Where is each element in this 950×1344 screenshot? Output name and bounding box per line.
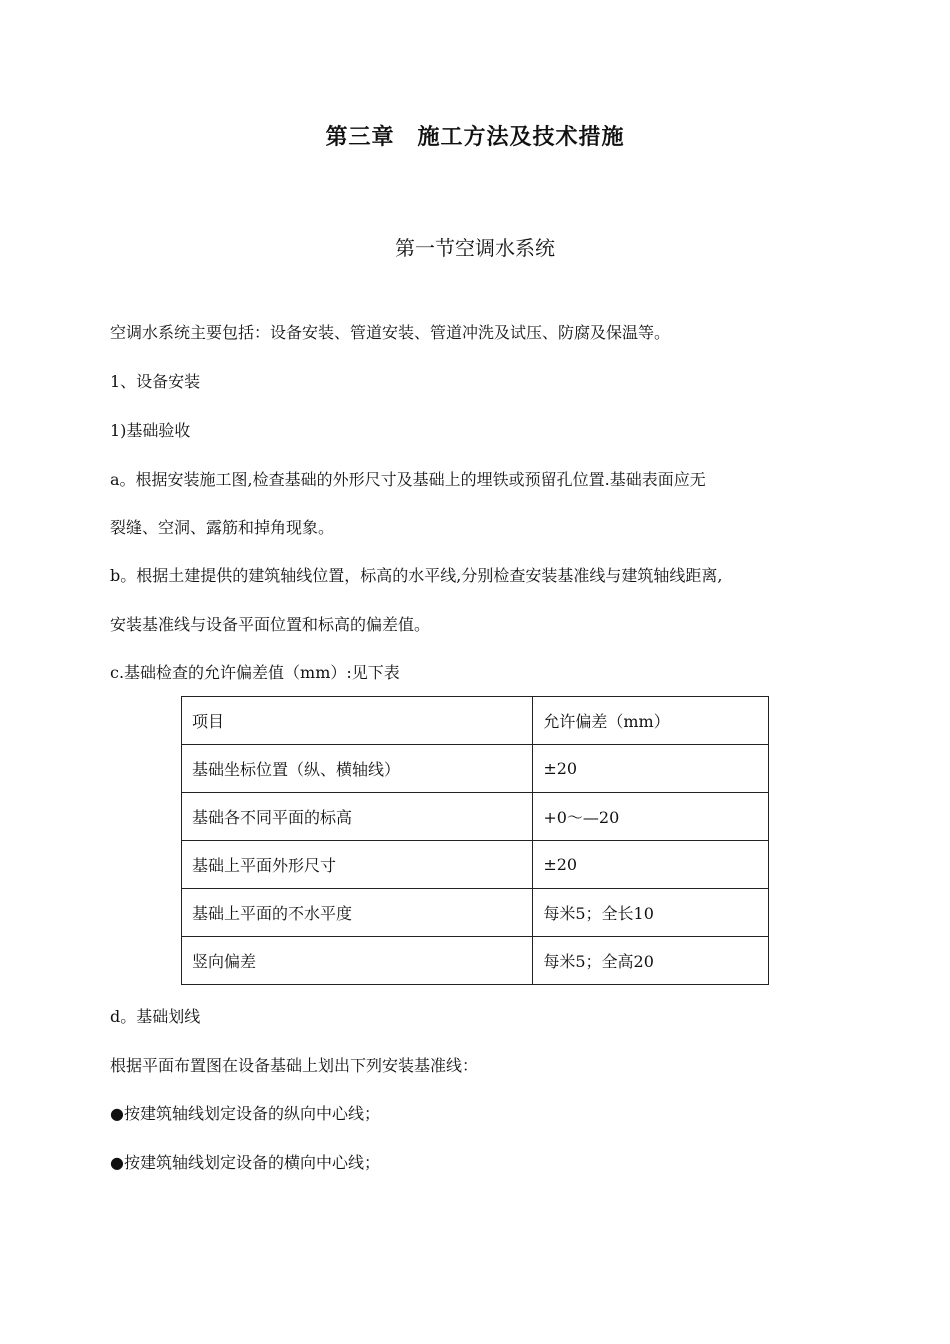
table-cell-tolerance: +0～—20 [533, 793, 769, 841]
bullet-transverse-centerline: ●按建筑轴线划定设备的横向中心线； [110, 1153, 380, 1172]
table-header-cell: 允许偏差（mm） [533, 697, 769, 745]
table-cell-item: 基础上平面外形尺寸 [182, 841, 533, 889]
item-b-line-1: b。根据土建提供的建筑轴线位置，标高的水平线,分别检查安装基准线与建筑轴线距离, [110, 566, 723, 585]
item-d-description: 根据平面布置图在设备基础上划出下列安装基准线： [110, 1056, 479, 1075]
item-a-line-2: 裂缝、空洞、露筋和掉角现象。 [110, 518, 335, 537]
item-c-line: c.基础检查的允许偏差值（mm）:见下表 [110, 663, 400, 682]
table-row [182, 937, 769, 985]
item-b-line-2: 安装基准线与设备平面位置和标高的偏差值。 [110, 615, 431, 634]
intro-paragraph: 空调水系统主要包括：设备安装、管道安装、管道冲洗及试压、防腐及保温等。 [110, 323, 671, 342]
section-title: 第一节空调水系统 [395, 236, 555, 260]
table-cell-item: 基础坐标位置（纵、横轴线） [182, 745, 533, 793]
tolerance-table [181, 696, 769, 985]
table-cell-tolerance: 每米5；全高20 [533, 937, 769, 985]
table-cell-tolerance: 每米5；全长10 [533, 889, 769, 937]
heading-equipment-installation: 1、设备安装 [110, 372, 201, 391]
table-cell-tolerance: ±20 [533, 841, 769, 889]
table-row [182, 841, 769, 889]
table-header-cell: 项目 [182, 697, 533, 745]
item-d-heading: d。基础划线 [110, 1007, 201, 1026]
table-row [182, 793, 769, 841]
table-header-row [182, 697, 769, 745]
table-cell-item: 竖向偏差 [182, 937, 533, 985]
table-cell-tolerance: ±20 [533, 745, 769, 793]
table-cell-item: 基础上平面的不水平度 [182, 889, 533, 937]
chapter-title: 第三章 施工方法及技术措施 [325, 124, 625, 150]
table-row [182, 745, 769, 793]
item-a-line-1: a。根据安装施工图,检查基础的外形尺寸及基础上的埋铁或预留孔位置.基础表面应无 [110, 470, 706, 489]
heading-foundation-acceptance: 1)基础验收 [110, 421, 191, 440]
bullet-longitudinal-centerline: ●按建筑轴线划定设备的纵向中心线； [110, 1104, 380, 1123]
table-cell-item: 基础各不同平面的标高 [182, 793, 533, 841]
table-row [182, 889, 769, 937]
